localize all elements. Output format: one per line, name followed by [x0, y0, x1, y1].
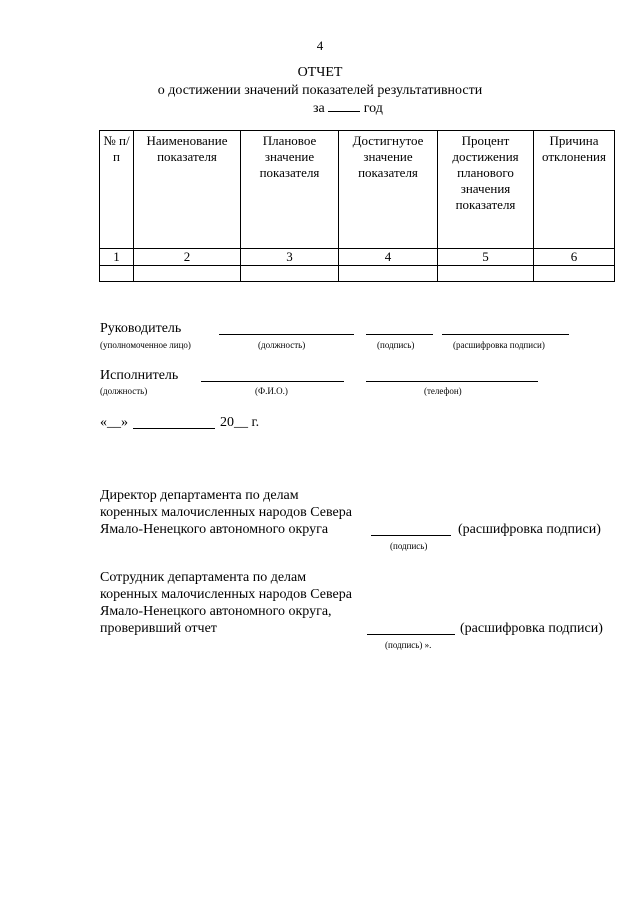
report-subtitle: о достижении значений показателей результативности — [157, 83, 483, 98]
date-year: 20__ г. — [220, 415, 260, 430]
head-decoding-caption: (расшифровка подписи) — [453, 340, 545, 350]
director-signature-line — [371, 535, 451, 536]
executor-phone-caption: (телефон) — [424, 386, 462, 396]
table-number-row — [100, 249, 615, 266]
period-suffix: год — [363, 101, 383, 116]
header-cell-reason: Причина отклонения — [534, 131, 615, 249]
header-cell-name: Наименование показателя — [134, 131, 241, 249]
header-cell-achieved: Достигнутое значение показателя — [339, 131, 438, 249]
head-label: Руководитель — [100, 321, 182, 336]
head-position-caption: (должность) — [258, 340, 306, 350]
head-position-line — [219, 334, 354, 335]
employee-line-4: проверивший отчет — [100, 621, 217, 636]
employee-signature-line — [367, 634, 455, 635]
period-line — [313, 99, 383, 117]
executor-fio-caption: (Ф.И.О.) — [255, 386, 288, 396]
number-cell: 1 — [100, 249, 134, 266]
executor-fio-line — [201, 381, 344, 382]
number-cell: 4 — [339, 249, 438, 266]
empty-cell — [134, 266, 241, 282]
period-prefix: за — [313, 101, 325, 116]
number-cell: 5 — [438, 249, 534, 266]
empty-cell — [339, 266, 438, 282]
director-line-2: коренных малочисленных народов Севера — [100, 505, 352, 520]
period-blank — [328, 99, 360, 112]
director-line-3: Ямало-Ненецкого автономного округа — [100, 522, 329, 537]
date-month-line — [133, 428, 215, 429]
number-cell: 3 — [241, 249, 339, 266]
employee-line-3: Ямало-Ненецкого автономного округа, — [100, 604, 332, 619]
header-cell-planned: Плановое значение показателя — [241, 131, 339, 249]
director-line-1: Директор департамента по делам — [100, 488, 299, 503]
table-empty-row — [100, 266, 615, 282]
number-cell: 6 — [534, 249, 615, 266]
empty-cell — [241, 266, 339, 282]
executor-label: Исполнитель — [100, 368, 179, 383]
table-header-row — [100, 131, 615, 249]
number-cell: 2 — [134, 249, 241, 266]
report-title: ОТЧЕТ — [297, 65, 343, 80]
employee-signature-caption: (подпись) ». — [385, 640, 432, 650]
empty-cell — [438, 266, 534, 282]
employee-decoding: (расшифровка подписи) — [460, 621, 603, 636]
executor-position-caption: (должность) — [100, 386, 148, 396]
head-caption: (уполномоченное лицо) — [100, 340, 191, 350]
indicators-table — [99, 130, 615, 282]
empty-cell — [534, 266, 615, 282]
director-signature-caption: (подпись) — [390, 541, 428, 551]
head-decoding-line — [442, 334, 569, 335]
page-number: 4 — [316, 38, 324, 53]
executor-phone-line — [366, 381, 538, 382]
header-cell-number: № п/п — [100, 131, 134, 249]
director-decoding: (расшифровка подписи) — [458, 522, 601, 537]
empty-cell — [100, 266, 134, 282]
employee-line-1: Сотрудник департамента по делам — [100, 570, 307, 585]
header-cell-percent: Процент достижения планового значения показателя — [438, 131, 534, 249]
head-signature-caption: (подпись) — [377, 340, 415, 350]
employee-line-2: коренных малочисленных народов Севера — [100, 587, 352, 602]
head-signature-line — [366, 334, 433, 335]
date-day: «__» — [100, 415, 128, 430]
